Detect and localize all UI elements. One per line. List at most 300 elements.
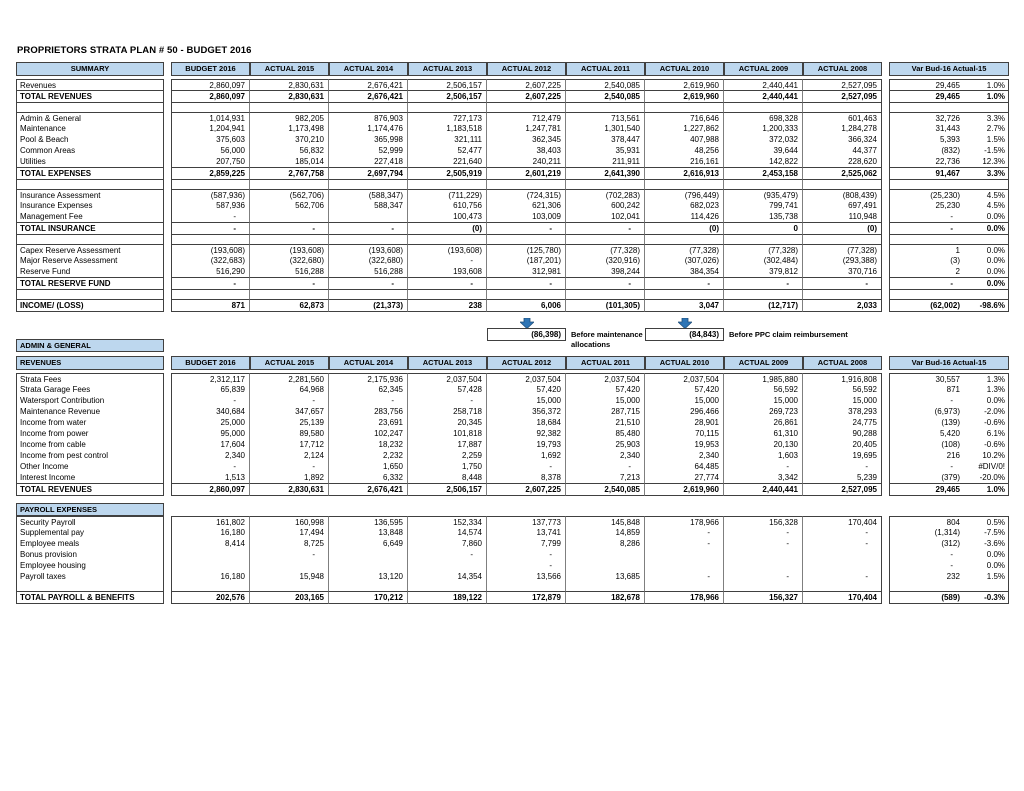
variance-value-cell[interactable]: 32,726 bbox=[889, 112, 966, 123]
column-header[interactable]: ACTUAL 2012 bbox=[487, 356, 566, 370]
cell-value[interactable]: - bbox=[645, 538, 724, 549]
variance-pct-cell[interactable]: 10.2% bbox=[966, 450, 1009, 461]
cell-value[interactable] bbox=[171, 560, 250, 571]
variance-value-cell[interactable]: 5,393 bbox=[889, 134, 966, 145]
variance-pct-cell[interactable]: -1.5% bbox=[966, 145, 1009, 156]
variance-value-cell[interactable] bbox=[889, 290, 966, 299]
cell-value[interactable]: 2,540,085 bbox=[566, 483, 645, 496]
row-label-cell[interactable] bbox=[16, 582, 164, 591]
cell-value[interactable]: 70,115 bbox=[645, 428, 724, 439]
cell-value[interactable]: 56,000 bbox=[171, 145, 250, 156]
cell-value[interactable] bbox=[171, 290, 250, 299]
cell-value[interactable]: - bbox=[645, 277, 724, 290]
cell-value[interactable]: 24,775 bbox=[803, 417, 882, 428]
variance-value-cell[interactable]: - bbox=[889, 461, 966, 472]
cell-value[interactable]: 152,334 bbox=[408, 516, 487, 527]
cell-value[interactable]: 85,480 bbox=[566, 428, 645, 439]
cell-value[interactable] bbox=[329, 211, 408, 222]
cell-value[interactable]: 156,327 bbox=[724, 591, 803, 604]
cell-value[interactable]: - bbox=[250, 277, 329, 290]
cell-value[interactable]: (302,484) bbox=[724, 255, 803, 266]
cell-value[interactable]: 698,328 bbox=[724, 112, 803, 123]
cell-value[interactable] bbox=[171, 235, 250, 244]
cell-value[interactable]: 160,998 bbox=[250, 516, 329, 527]
cell-value[interactable] bbox=[566, 582, 645, 591]
cell-value[interactable]: 384,354 bbox=[645, 266, 724, 277]
variance-pct-cell[interactable]: 1.0% bbox=[966, 79, 1009, 90]
cell-value[interactable]: 682,023 bbox=[645, 200, 724, 211]
cell-value[interactable]: - bbox=[803, 527, 882, 538]
column-header[interactable]: ACTUAL 2010 bbox=[645, 62, 724, 76]
variance-pct-cell[interactable]: 3.3% bbox=[966, 167, 1009, 180]
note-value-box[interactable]: (86,398) bbox=[487, 328, 566, 341]
cell-value[interactable]: 516,290 bbox=[171, 266, 250, 277]
cell-value[interactable] bbox=[487, 180, 566, 189]
variance-value-cell[interactable]: (25,230) bbox=[889, 189, 966, 200]
row-label-cell[interactable]: Income from pest control bbox=[16, 450, 164, 461]
variance-pct-cell[interactable] bbox=[966, 180, 1009, 189]
cell-value[interactable]: 102,247 bbox=[329, 428, 408, 439]
cell-value[interactable]: 2,540,085 bbox=[566, 79, 645, 90]
variance-value-cell[interactable]: (312) bbox=[889, 538, 966, 549]
cell-value[interactable]: 56,832 bbox=[250, 145, 329, 156]
cell-value[interactable] bbox=[645, 582, 724, 591]
variance-pct-cell[interactable]: 6.1% bbox=[966, 428, 1009, 439]
cell-value[interactable]: 516,288 bbox=[250, 266, 329, 277]
column-header[interactable]: ACTUAL 2013 bbox=[408, 356, 487, 370]
cell-value[interactable] bbox=[408, 560, 487, 571]
row-label-cell[interactable]: TOTAL REVENUES bbox=[16, 483, 164, 496]
row-label-cell[interactable]: TOTAL EXPENSES bbox=[16, 167, 164, 180]
cell-value[interactable]: 62,345 bbox=[329, 384, 408, 395]
variance-value-cell[interactable]: (379) bbox=[889, 472, 966, 483]
cell-value[interactable]: 370,210 bbox=[250, 134, 329, 145]
cell-value[interactable]: 61,310 bbox=[724, 428, 803, 439]
variance-value-cell[interactable]: 232 bbox=[889, 571, 966, 582]
cell-value[interactable]: 8,378 bbox=[487, 472, 566, 483]
row-label-cell[interactable]: Income from power bbox=[16, 428, 164, 439]
cell-value[interactable]: - bbox=[724, 461, 803, 472]
column-header[interactable]: BUDGET 2016 bbox=[171, 62, 250, 76]
cell-value[interactable] bbox=[408, 180, 487, 189]
cell-value[interactable] bbox=[724, 549, 803, 560]
cell-value[interactable]: 92,382 bbox=[487, 428, 566, 439]
variance-pct-cell[interactable]: -2.0% bbox=[966, 406, 1009, 417]
cell-value[interactable]: 601,463 bbox=[803, 112, 882, 123]
variance-value-cell[interactable]: - bbox=[889, 277, 966, 290]
cell-value[interactable]: - bbox=[724, 538, 803, 549]
cell-value[interactable]: 2,340 bbox=[566, 450, 645, 461]
cell-value[interactable]: 221,640 bbox=[408, 156, 487, 167]
cell-value[interactable]: 156,328 bbox=[724, 516, 803, 527]
row-label-cell[interactable]: Income from cable bbox=[16, 439, 164, 450]
cell-value[interactable]: 1,692 bbox=[487, 450, 566, 461]
cell-value[interactable] bbox=[487, 582, 566, 591]
cell-value[interactable]: (320,916) bbox=[566, 255, 645, 266]
row-label-cell[interactable]: Bonus provision bbox=[16, 549, 164, 560]
cell-value[interactable]: 372,032 bbox=[724, 134, 803, 145]
cell-value[interactable]: 170,404 bbox=[803, 516, 882, 527]
cell-value[interactable]: (77,328) bbox=[803, 244, 882, 255]
variance-value-cell[interactable]: (1,314) bbox=[889, 527, 966, 538]
cell-value[interactable]: 25,139 bbox=[250, 417, 329, 428]
cell-value[interactable] bbox=[329, 560, 408, 571]
variance-pct-cell[interactable]: #DIV/0! bbox=[966, 461, 1009, 472]
cell-value[interactable]: 562,706 bbox=[250, 200, 329, 211]
cell-value[interactable]: 2,259 bbox=[408, 450, 487, 461]
cell-value[interactable] bbox=[645, 103, 724, 112]
cell-value[interactable]: - bbox=[487, 560, 566, 571]
cell-value[interactable]: 365,998 bbox=[329, 134, 408, 145]
cell-value[interactable]: 378,293 bbox=[803, 406, 882, 417]
cell-value[interactable]: 1,284,278 bbox=[803, 123, 882, 134]
cell-value[interactable]: 347,657 bbox=[250, 406, 329, 417]
cell-value[interactable]: 161,802 bbox=[171, 516, 250, 527]
row-label-cell[interactable]: Income from water bbox=[16, 417, 164, 428]
cell-value[interactable]: (293,388) bbox=[803, 255, 882, 266]
cell-value[interactable]: - bbox=[566, 461, 645, 472]
cell-value[interactable]: 2,860,097 bbox=[171, 90, 250, 103]
cell-value[interactable]: 227,418 bbox=[329, 156, 408, 167]
cell-value[interactable]: 2,676,421 bbox=[329, 90, 408, 103]
cell-value[interactable]: 407,988 bbox=[645, 134, 724, 145]
variance-value-cell[interactable]: 22,736 bbox=[889, 156, 966, 167]
variance-pct-cell[interactable]: -7.5% bbox=[966, 527, 1009, 538]
cell-value[interactable] bbox=[250, 103, 329, 112]
cell-value[interactable]: 103,009 bbox=[487, 211, 566, 222]
cell-value[interactable]: 240,211 bbox=[487, 156, 566, 167]
cell-value[interactable]: 16,180 bbox=[171, 527, 250, 538]
cell-value[interactable]: 1,183,518 bbox=[408, 123, 487, 134]
variance-pct-cell[interactable]: 0.0% bbox=[966, 395, 1009, 406]
cell-value[interactable]: 20,405 bbox=[803, 439, 882, 450]
cell-value[interactable]: 18,684 bbox=[487, 417, 566, 428]
cell-value[interactable]: 2,037,504 bbox=[566, 373, 645, 384]
cell-value[interactable]: 2,616,913 bbox=[645, 167, 724, 180]
column-header[interactable]: BUDGET 2016 bbox=[171, 356, 250, 370]
cell-value[interactable]: - bbox=[724, 571, 803, 582]
cell-value[interactable]: 2,619,960 bbox=[645, 483, 724, 496]
cell-value[interactable]: - bbox=[171, 461, 250, 472]
cell-value[interactable]: 6,006 bbox=[487, 299, 566, 312]
cell-value[interactable] bbox=[171, 180, 250, 189]
cell-value[interactable]: 356,372 bbox=[487, 406, 566, 417]
cell-value[interactable]: 28,901 bbox=[645, 417, 724, 428]
cell-value[interactable]: 283,756 bbox=[329, 406, 408, 417]
cell-value[interactable]: 588,347 bbox=[329, 200, 408, 211]
cell-value[interactable]: (307,026) bbox=[645, 255, 724, 266]
cell-value[interactable] bbox=[645, 290, 724, 299]
cell-value[interactable]: 38,403 bbox=[487, 145, 566, 156]
cell-value[interactable]: 2,527,095 bbox=[803, 483, 882, 496]
variance-pct-cell[interactable]: 0.0% bbox=[966, 266, 1009, 277]
cell-value[interactable] bbox=[803, 180, 882, 189]
row-label-cell[interactable]: TOTAL REVENUES bbox=[16, 90, 164, 103]
cell-value[interactable]: 189,122 bbox=[408, 591, 487, 604]
cell-value[interactable]: (187,201) bbox=[487, 255, 566, 266]
cell-value[interactable] bbox=[487, 290, 566, 299]
cell-value[interactable]: - bbox=[487, 277, 566, 290]
row-label-cell[interactable]: Interest Income bbox=[16, 472, 164, 483]
column-header[interactable]: ACTUAL 2009 bbox=[724, 62, 803, 76]
cell-value[interactable]: (322,680) bbox=[329, 255, 408, 266]
cell-value[interactable]: 95,000 bbox=[171, 428, 250, 439]
cell-value[interactable]: 207,750 bbox=[171, 156, 250, 167]
variance-value-cell[interactable]: (6,973) bbox=[889, 406, 966, 417]
cell-value[interactable]: 114,426 bbox=[645, 211, 724, 222]
cell-value[interactable]: 35,931 bbox=[566, 145, 645, 156]
cell-value[interactable]: 13,566 bbox=[487, 571, 566, 582]
variance-pct-cell[interactable]: -98.6% bbox=[966, 299, 1009, 312]
variance-pct-cell[interactable]: -20.0% bbox=[966, 472, 1009, 483]
variance-value-cell[interactable]: 29,465 bbox=[889, 90, 966, 103]
variance-header[interactable]: Var Bud-16 Actual-15 bbox=[889, 356, 1009, 370]
variance-value-cell[interactable]: - bbox=[889, 560, 966, 571]
cell-value[interactable]: - bbox=[566, 222, 645, 235]
row-label-cell[interactable]: Insurance Assessment bbox=[16, 189, 164, 200]
cell-value[interactable]: 2,641,390 bbox=[566, 167, 645, 180]
cell-value[interactable]: (322,680) bbox=[250, 255, 329, 266]
cell-value[interactable]: (587,936) bbox=[171, 189, 250, 200]
variance-pct-cell[interactable]: 0.5% bbox=[966, 516, 1009, 527]
cell-value[interactable]: 145,848 bbox=[566, 516, 645, 527]
cell-value[interactable] bbox=[645, 549, 724, 560]
cell-value[interactable]: (193,608) bbox=[171, 244, 250, 255]
cell-value[interactable] bbox=[487, 235, 566, 244]
cell-value[interactable]: 21,510 bbox=[566, 417, 645, 428]
cell-value[interactable] bbox=[724, 180, 803, 189]
row-label-cell[interactable]: Employee housing bbox=[16, 560, 164, 571]
variance-value-cell[interactable]: 25,230 bbox=[889, 200, 966, 211]
cell-value[interactable]: 1,892 bbox=[250, 472, 329, 483]
cell-value[interactable]: 287,715 bbox=[566, 406, 645, 417]
cell-value[interactable]: 135,738 bbox=[724, 211, 803, 222]
note-value-box[interactable]: (84,843) bbox=[645, 328, 724, 341]
column-header[interactable]: ACTUAL 2011 bbox=[566, 62, 645, 76]
cell-value[interactable]: 2,340 bbox=[171, 450, 250, 461]
row-label-cell[interactable]: Employee meals bbox=[16, 538, 164, 549]
variance-header[interactable]: Var Bud-16 Actual-15 bbox=[889, 62, 1009, 76]
row-label-header[interactable]: REVENUES bbox=[16, 356, 164, 370]
cell-value[interactable]: 170,212 bbox=[329, 591, 408, 604]
cell-value[interactable]: 2,037,504 bbox=[645, 373, 724, 384]
cell-value[interactable]: 982,205 bbox=[250, 112, 329, 123]
cell-value[interactable] bbox=[803, 103, 882, 112]
cell-value[interactable] bbox=[329, 235, 408, 244]
variance-pct-cell[interactable] bbox=[966, 582, 1009, 591]
variance-value-cell[interactable]: - bbox=[889, 222, 966, 235]
cell-value[interactable]: (562,706) bbox=[250, 189, 329, 200]
cell-value[interactable]: 697,491 bbox=[803, 200, 882, 211]
cell-value[interactable]: 211,911 bbox=[566, 156, 645, 167]
cell-value[interactable]: 202,576 bbox=[171, 591, 250, 604]
cell-value[interactable]: 6,649 bbox=[329, 538, 408, 549]
cell-value[interactable]: 1,916,808 bbox=[803, 373, 882, 384]
cell-value[interactable]: 398,244 bbox=[566, 266, 645, 277]
row-label-cell[interactable]: TOTAL PAYROLL & BENEFITS bbox=[16, 591, 164, 604]
cell-value[interactable]: (12,717) bbox=[724, 299, 803, 312]
cell-value[interactable]: 20,130 bbox=[724, 439, 803, 450]
cell-value[interactable]: 258,718 bbox=[408, 406, 487, 417]
cell-value[interactable]: (0) bbox=[803, 222, 882, 235]
cell-value[interactable] bbox=[724, 235, 803, 244]
row-label-cell[interactable]: Pool & Beach bbox=[16, 134, 164, 145]
cell-value[interactable] bbox=[724, 103, 803, 112]
cell-value[interactable]: - bbox=[487, 461, 566, 472]
cell-value[interactable]: 379,812 bbox=[724, 266, 803, 277]
cell-value[interactable]: - bbox=[329, 222, 408, 235]
cell-value[interactable]: 52,477 bbox=[408, 145, 487, 156]
row-label-cell[interactable]: Security Payroll bbox=[16, 516, 164, 527]
variance-pct-cell[interactable]: 0.0% bbox=[966, 549, 1009, 560]
cell-value[interactable] bbox=[724, 582, 803, 591]
cell-value[interactable]: 296,466 bbox=[645, 406, 724, 417]
cell-value[interactable] bbox=[171, 582, 250, 591]
cell-value[interactable]: 18,232 bbox=[329, 439, 408, 450]
row-label-cell[interactable]: Watersport Contribution bbox=[16, 395, 164, 406]
cell-value[interactable]: 26,861 bbox=[724, 417, 803, 428]
cell-value[interactable]: 2,506,157 bbox=[408, 79, 487, 90]
cell-value[interactable]: 101,818 bbox=[408, 428, 487, 439]
cell-value[interactable]: 13,741 bbox=[487, 527, 566, 538]
cell-value[interactable]: - bbox=[408, 549, 487, 560]
cell-value[interactable] bbox=[408, 103, 487, 112]
cell-value[interactable]: - bbox=[408, 395, 487, 406]
row-label-cell[interactable]: TOTAL RESERVE FUND bbox=[16, 277, 164, 290]
cell-value[interactable]: 516,288 bbox=[329, 266, 408, 277]
cell-value[interactable] bbox=[250, 560, 329, 571]
cell-value[interactable]: 1,247,781 bbox=[487, 123, 566, 134]
row-label-cell[interactable]: Insurance Expenses bbox=[16, 200, 164, 211]
cell-value[interactable]: 57,420 bbox=[645, 384, 724, 395]
cell-value[interactable]: - bbox=[171, 395, 250, 406]
cell-value[interactable]: 2,607,225 bbox=[487, 90, 566, 103]
cell-value[interactable] bbox=[566, 290, 645, 299]
cell-value[interactable]: - bbox=[250, 461, 329, 472]
cell-value[interactable]: 7,213 bbox=[566, 472, 645, 483]
cell-value[interactable]: 23,691 bbox=[329, 417, 408, 428]
cell-value[interactable]: - bbox=[250, 549, 329, 560]
cell-value[interactable]: 2,440,441 bbox=[724, 79, 803, 90]
row-label-cell[interactable]: Major Reserve Assessment bbox=[16, 255, 164, 266]
cell-value[interactable]: (724,315) bbox=[487, 189, 566, 200]
cell-value[interactable]: - bbox=[329, 395, 408, 406]
variance-value-cell[interactable]: 30,557 bbox=[889, 373, 966, 384]
variance-value-cell[interactable]: 5,420 bbox=[889, 428, 966, 439]
cell-value[interactable]: (796,449) bbox=[645, 189, 724, 200]
cell-value[interactable]: 136,595 bbox=[329, 516, 408, 527]
variance-pct-cell[interactable]: 2.7% bbox=[966, 123, 1009, 134]
column-header[interactable]: ACTUAL 2015 bbox=[250, 356, 329, 370]
row-label-cell[interactable]: INCOME/ (LOSS) bbox=[16, 299, 164, 312]
cell-value[interactable]: 20,345 bbox=[408, 417, 487, 428]
cell-value[interactable] bbox=[329, 582, 408, 591]
variance-pct-cell[interactable] bbox=[966, 235, 1009, 244]
variance-pct-cell[interactable]: 0.0% bbox=[966, 211, 1009, 222]
variance-value-cell[interactable]: (589) bbox=[889, 591, 966, 604]
cell-value[interactable]: 2,697,794 bbox=[329, 167, 408, 180]
variance-value-cell[interactable]: (832) bbox=[889, 145, 966, 156]
cell-value[interactable]: 8,448 bbox=[408, 472, 487, 483]
cell-value[interactable]: 7,860 bbox=[408, 538, 487, 549]
cell-value[interactable]: - bbox=[408, 277, 487, 290]
row-label-cell[interactable]: Admin & General bbox=[16, 112, 164, 123]
cell-value[interactable]: 2,676,421 bbox=[329, 79, 408, 90]
cell-value[interactable]: 137,773 bbox=[487, 516, 566, 527]
cell-value[interactable]: 57,420 bbox=[487, 384, 566, 395]
cell-value[interactable]: 13,685 bbox=[566, 571, 645, 582]
cell-value[interactable]: 19,695 bbox=[803, 450, 882, 461]
variance-pct-cell[interactable]: 4.5% bbox=[966, 189, 1009, 200]
row-label-cell[interactable] bbox=[16, 235, 164, 244]
cell-value[interactable]: 2,619,960 bbox=[645, 90, 724, 103]
variance-value-cell[interactable]: 1 bbox=[889, 244, 966, 255]
cell-value[interactable]: 172,879 bbox=[487, 591, 566, 604]
cell-value[interactable]: 600,242 bbox=[566, 200, 645, 211]
cell-value[interactable]: 48,256 bbox=[645, 145, 724, 156]
cell-value[interactable]: 17,494 bbox=[250, 527, 329, 538]
cell-value[interactable]: 62,873 bbox=[250, 299, 329, 312]
cell-value[interactable]: - bbox=[803, 277, 882, 290]
cell-value[interactable]: 2,037,504 bbox=[408, 373, 487, 384]
cell-value[interactable]: 2,124 bbox=[250, 450, 329, 461]
column-header[interactable]: ACTUAL 2013 bbox=[408, 62, 487, 76]
row-label-cell[interactable]: Reserve Fund bbox=[16, 266, 164, 277]
cell-value[interactable]: 340,684 bbox=[171, 406, 250, 417]
cell-value[interactable]: - bbox=[645, 527, 724, 538]
cell-value[interactable] bbox=[645, 235, 724, 244]
cell-value[interactable] bbox=[250, 235, 329, 244]
cell-value[interactable]: 8,414 bbox=[171, 538, 250, 549]
cell-value[interactable]: - bbox=[803, 461, 882, 472]
row-label-cell[interactable]: Supplemental pay bbox=[16, 527, 164, 538]
cell-value[interactable]: 2,440,441 bbox=[724, 90, 803, 103]
cell-value[interactable]: 57,420 bbox=[566, 384, 645, 395]
variance-value-cell[interactable]: (62,002) bbox=[889, 299, 966, 312]
cell-value[interactable]: 2,033 bbox=[803, 299, 882, 312]
cell-value[interactable]: - bbox=[329, 277, 408, 290]
cell-value[interactable]: - bbox=[724, 527, 803, 538]
variance-value-cell[interactable]: (108) bbox=[889, 439, 966, 450]
cell-value[interactable]: 228,620 bbox=[803, 156, 882, 167]
cell-value[interactable]: (0) bbox=[408, 222, 487, 235]
variance-value-cell[interactable]: 31,443 bbox=[889, 123, 966, 134]
cell-value[interactable]: 2,601,219 bbox=[487, 167, 566, 180]
cell-value[interactable]: 375,603 bbox=[171, 134, 250, 145]
cell-value[interactable]: (77,328) bbox=[645, 244, 724, 255]
cell-value[interactable]: 1,650 bbox=[329, 461, 408, 472]
variance-value-cell[interactable] bbox=[889, 582, 966, 591]
cell-value[interactable]: (125,780) bbox=[487, 244, 566, 255]
cell-value[interactable] bbox=[329, 180, 408, 189]
cell-value[interactable] bbox=[487, 103, 566, 112]
variance-value-cell[interactable]: (3) bbox=[889, 255, 966, 266]
variance-pct-cell[interactable]: -0.6% bbox=[966, 417, 1009, 428]
cell-value[interactable]: 102,041 bbox=[566, 211, 645, 222]
cell-value[interactable]: 2,525,062 bbox=[803, 167, 882, 180]
cell-value[interactable]: 1,204,941 bbox=[171, 123, 250, 134]
cell-value[interactable] bbox=[171, 549, 250, 560]
column-header[interactable]: ACTUAL 2009 bbox=[724, 356, 803, 370]
row-label-cell[interactable]: Common Areas bbox=[16, 145, 164, 156]
variance-pct-cell[interactable]: 0.0% bbox=[966, 560, 1009, 571]
cell-value[interactable]: 621,306 bbox=[487, 200, 566, 211]
cell-value[interactable]: 610,756 bbox=[408, 200, 487, 211]
cell-value[interactable] bbox=[408, 290, 487, 299]
cell-value[interactable]: 170,404 bbox=[803, 591, 882, 604]
cell-value[interactable]: 1,301,540 bbox=[566, 123, 645, 134]
cell-value[interactable]: 216,161 bbox=[645, 156, 724, 167]
